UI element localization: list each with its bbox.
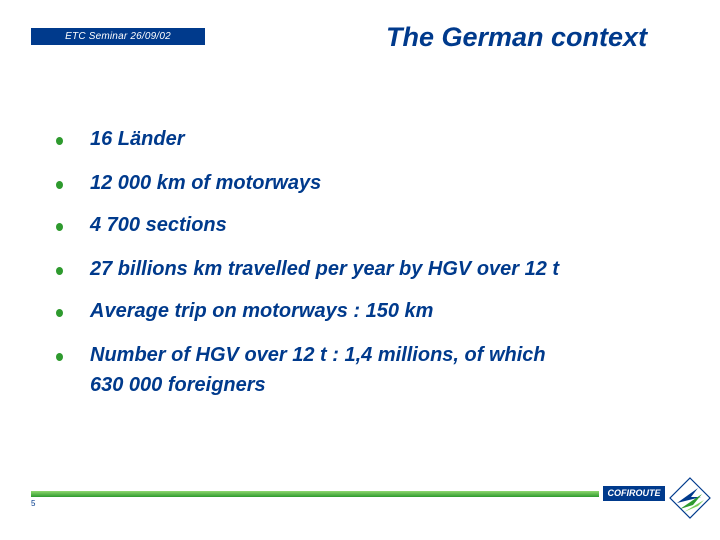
bullet-icon: [56, 181, 63, 189]
list-item: [56, 168, 321, 198]
footer-bar: [31, 491, 599, 497]
bullet-icon: [56, 309, 63, 317]
bullet-text: 27 billions km travelled per year by HGV over 12 t: [90, 258, 560, 280]
cofiroute-logo-text: COFIROUTE: [603, 486, 665, 501]
bullet-text-line: 630 000 foreigners: [90, 374, 266, 396]
list-item: [56, 210, 227, 240]
page-number: 5: [31, 499, 36, 508]
bullet-icon: [56, 223, 63, 231]
bullet-text: 4 700 sections: [90, 214, 227, 236]
list-item: [56, 296, 433, 326]
bullet-text-line: Number of HGV over 12 t : 1,4 millions, of which: [90, 344, 546, 366]
list-item: [56, 254, 559, 284]
list-item: [56, 340, 670, 400]
bullet-text: 16 Länder: [90, 128, 185, 150]
slide-title: The German context: [386, 22, 648, 52]
bullet-icon: [56, 353, 63, 361]
bullet-text: Average trip on motorways : 150 km: [90, 300, 434, 322]
bullet-icon: [56, 137, 63, 145]
bullet-icon: [56, 267, 63, 275]
cofiroute-logo-icon: [668, 476, 712, 520]
list-item: [56, 124, 184, 154]
bullet-text: 12 000 km of motorways: [90, 172, 322, 194]
seminar-tag: ETC Seminar 26/09/02: [31, 28, 205, 45]
